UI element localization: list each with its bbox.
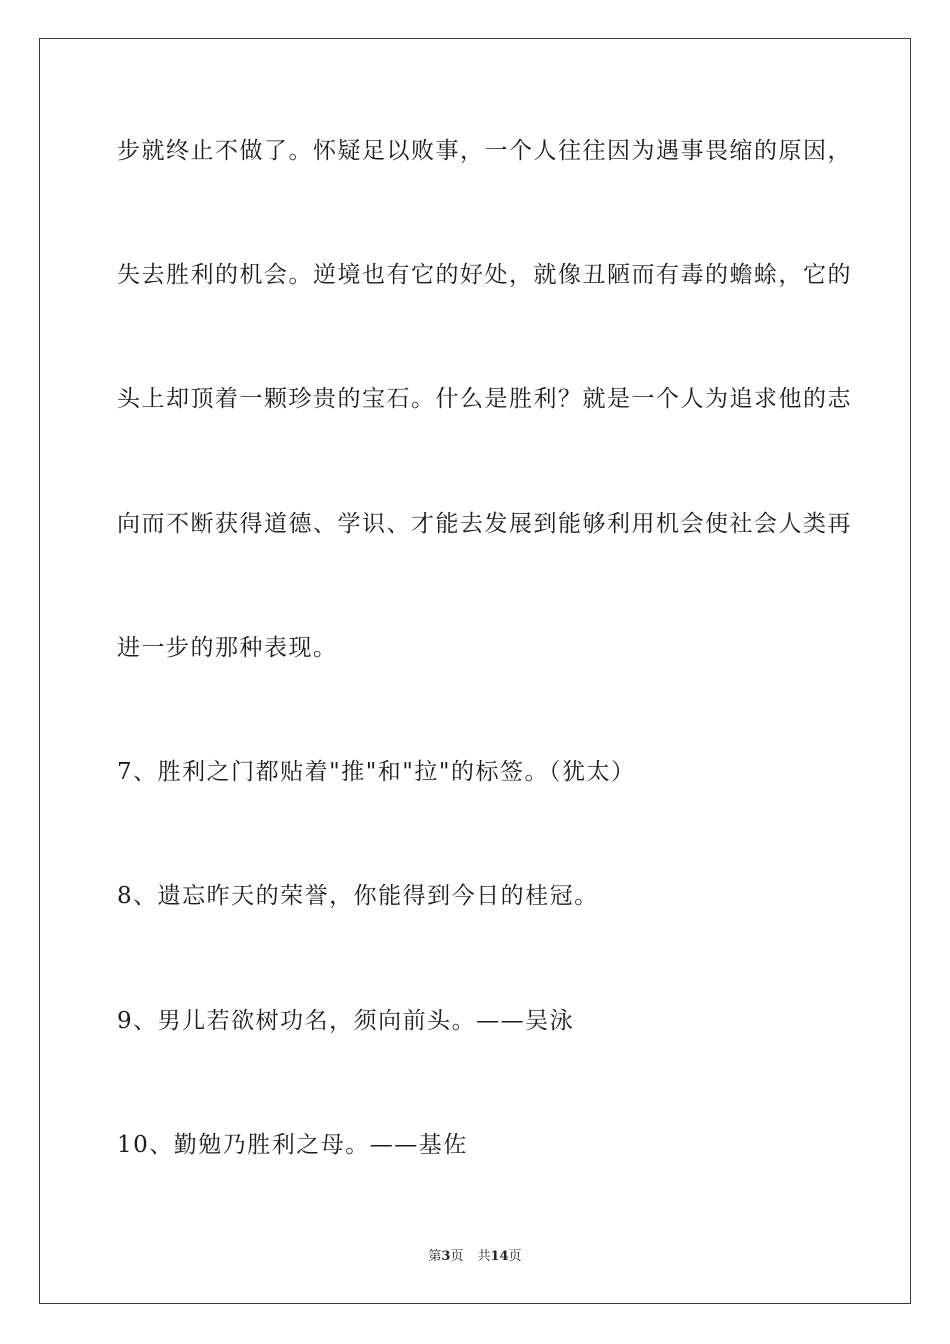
page-prefix: 第 [428, 1249, 442, 1264]
total-prefix: 共 [477, 1249, 491, 1264]
paragraph-line-1: 步就终止不做了。怀疑足以败事，一个人往往因为遇事畏缩的原因， [117, 138, 852, 164]
page-number: 3 [441, 1249, 451, 1264]
list-item-9: 9、男儿若欲树功名，须向前头。——吴泳 [117, 1008, 575, 1034]
paragraph-line-2: 失去胜利的机会。逆境也有它的好处，就像丑陋而有毒的蟾蜍，它的 [117, 262, 852, 288]
paragraph-line-5: 进一步的那种表现。 [117, 635, 338, 661]
list-item-8: 8、遗忘昨天的荣誉，你能得到今日的桂冠。 [117, 883, 599, 909]
total-suffix: 页 [508, 1249, 522, 1264]
list-item-7: 7、胜利之门都贴着"推"和"拉"的标签。（犹太） [117, 759, 636, 785]
total-pages: 14 [490, 1249, 509, 1264]
paragraph-line-4: 向而不断获得道德、学识、才能去发展到能够利用机会使社会人类再 [117, 511, 852, 537]
page-suffix: 页 [450, 1249, 464, 1264]
page-footer [0, 1248, 950, 1266]
list-item-10: 10、勤勉乃胜利之母。——基佐 [117, 1132, 468, 1158]
paragraph-line-3: 头上却顶着一颗珍贵的宝石。什么是胜利？就是一个人为追求他的志 [117, 386, 852, 412]
page-border [39, 38, 911, 1304]
